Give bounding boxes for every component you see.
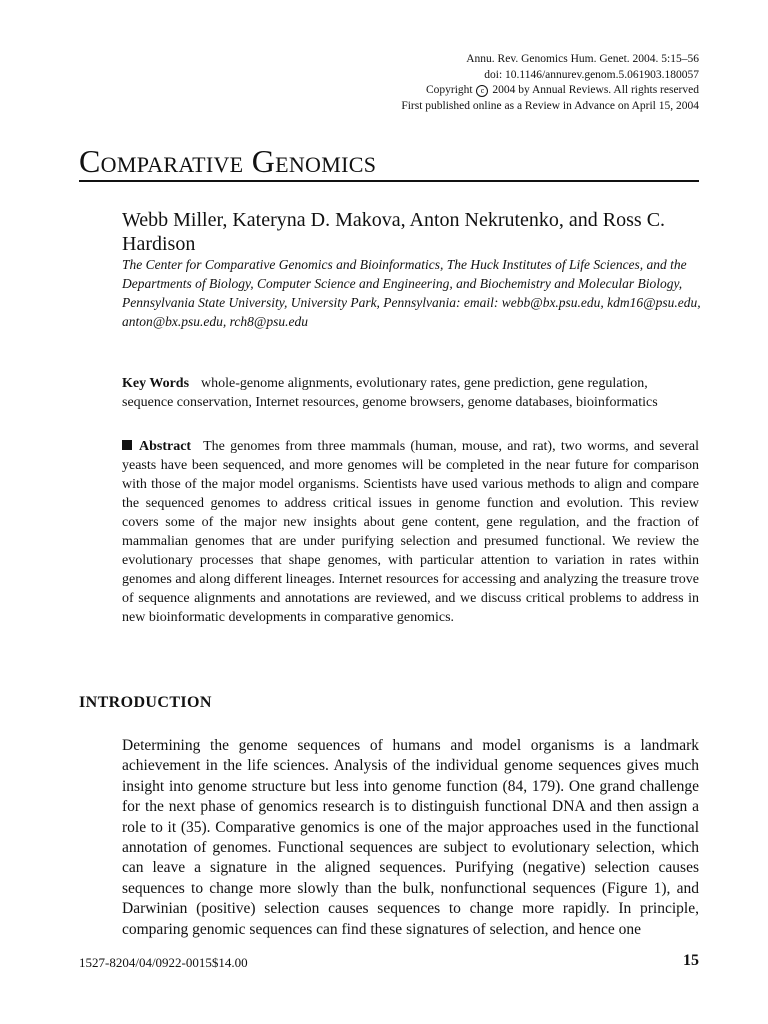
- copyright-prefix: Copyright: [425, 84, 473, 96]
- doi-line: doi: 10.1146/annurev.genom.5.061903.180057: [484, 68, 699, 81]
- journal-citation: Annu. Rev. Genomics Hum. Genet. 2004. 5:15–56: [466, 53, 699, 65]
- copyright-rest: 2004 by Annual Reviews. All rights reserved: [492, 84, 699, 96]
- abstract-label: Abstract: [139, 439, 192, 454]
- section-heading-introduction: INTRODUCTION: [79, 694, 212, 711]
- square-bullet-icon: [122, 440, 132, 450]
- keywords-label: Key Words: [122, 376, 190, 391]
- copyright-line: [401, 83, 699, 99]
- abstract-text: The genomes from three mammals (human, mouse, and rat), two worms, and several yeasts have been sequenced, and more genomes will be completed in the near future for comparison with those of the major model organisms. Scientists have used various methods to align and compare the sequenced genomes to address critical issues in genome function and evolution. This review covers some of the major new insights about gene content, gene regulation, and the fraction of mammalian genomes that are under purifying selection and presumed functional. We review the evolutionary processes that shape genomes, with particular attention to variation in rates within genomes and along different lineages. Internet resources for accessing and analyzing the treasure trove of sequence alignments and annotations are reviewed, and we discuss critical problems to address in new bioinformatic developments in comparative genomics.: [122, 439, 699, 625]
- published-line: First published online as a Review in Advance on April 15, 2004: [401, 99, 699, 112]
- article-title: Comparative Genomics: [79, 143, 377, 179]
- affiliation: The Center for Comparative Genomics and Bioinformatics, The Huck Institutes of Life Sciences, and the Departments of Biology, Computer Science and Engineering, and Biochemistry and Molecular Biology, Pennsylvania State University, University Park, Pennsylvania: email: webb@bx.psu.edu, kdm16@psu.edu, anton@bx.psu.edu, rch8@psu.edu: [122, 257, 701, 329]
- keywords-block: [122, 374, 702, 412]
- page-number: 15: [683, 952, 699, 969]
- issn-footer: 1527-8204/04/0922-0015$14.00: [79, 955, 248, 970]
- abstract-block: [122, 437, 699, 627]
- running-header: [401, 52, 699, 114]
- copyright-icon: c: [476, 85, 488, 97]
- title-divider: [79, 180, 699, 182]
- keywords-text: whole-genome alignments, evolutionary rates, gene prediction, gene regulation, sequence conservation, Internet resources, genome browsers, genome databases, bioinformatics: [122, 376, 658, 410]
- introduction-paragraph: Determining the genome sequences of humans and model organisms is a landmark achievement in the life sciences. Analysis of the individual genome sequences gives much insight into genome structure but less into genome function (84, 179). One grand challenge for the next phase of genomics research is to distinguish functional DNA and then assign a role to it (35). Comparative genomics is one of the major approaches used in the functional annotation of genomes. Functional sequences are subject to evolutionary selection, which can leave a signature in the aligned sequences. Purifying (negative) selection causes sequences to change more slowly than the bulk, nonfunctional sequences (Figure 1), and Darwinian (positive) selection causes sequences to change more rapidly. In principle, comparing genomic sequences can find these signatures of selection, and hence one: [122, 737, 699, 938]
- author-list: Webb Miller, Kateryna D. Makova, Anton Nekrutenko, and Ross C. Hardison: [122, 209, 666, 255]
